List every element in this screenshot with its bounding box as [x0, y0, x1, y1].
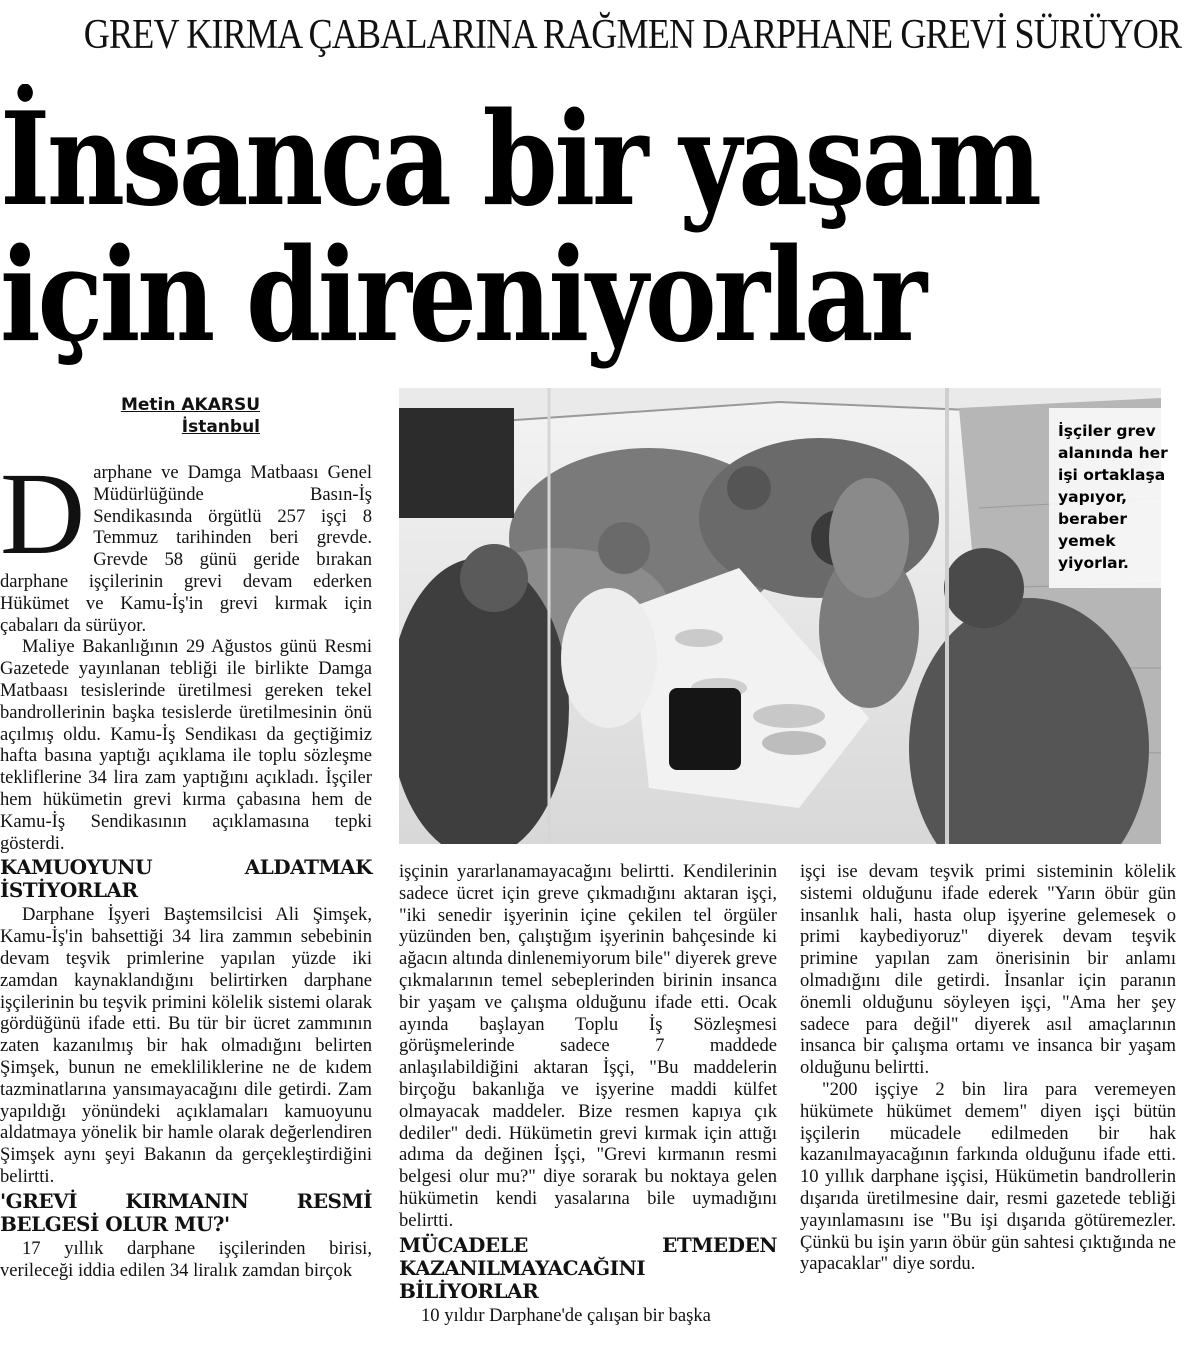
subheading-kamuoyu: KAMUOYUNU ALDATMAK İSTİYORLAR	[0, 855, 372, 903]
photo-caption: İşçiler grev alanında her işi ortaklaşa yapıyor, beraber yemek yiyorlar.	[1058, 422, 1168, 572]
paragraph: 10 yıldır Darphane'de çalışan bir başka	[421, 1304, 711, 1326]
article-kicker: GREV KIRMA ÇABALARINA RAĞMEN DARPHANE GREVİ SÜRÜYOR	[83, 12, 1182, 58]
paragraph: Maliye Bakanlığının 29 Ağustos günü Resmi Gazetede yayınlanan tebliği ile birlikte Damga Matbaası tesislerinde üretilmesi gereken tekel bandrollerinin başka tesislerde üretilmesinin önü açılmış oldu. Kamu-İş Sendikası da geçtiğimiz hafta basına yaptığı açıklama ile toplu sözleşme tekliflerine 34 lira zam yaptığını açıkladı. İşçiler hem hükümetin grevi kırma çabasına hem de Kamu-İş Sendikasının açıklamasına tepki gösterdi.	[0, 636, 372, 854]
subheading-grevi-kirmanin: 'GREVİ KIRMANIN RESMİ BELGESİ OLUR MU?'	[0, 1188, 372, 1236]
dateline-location: İstanbul	[181, 417, 260, 437]
headline-line-1: İnsanca bir yaşam	[0, 85, 1039, 235]
paragraph: "200 işçiye 2 bin lira para veremeyen hükümete hükümet demem" diyen işçi bütün işçilerin mücadele edilmeden bir hak kazanılmayacağının farkında olduğunu ifade etti. 10 yıllık darphane işçisi, Hükümetin bandrollerin dışarıda üretilmesine dair, resmi gazetede tebliği yayınlamasını ise "Bu işi dışarıda götüremezler. Çünkü bu işin yarın öbür gün sahtesi çıktığında ne yapacaklar" diye sordu.	[800, 1078, 1176, 1275]
strike-meal-photo	[399, 388, 1161, 844]
paragraph: işçinin yararlanamayacağını belirtti. Kendilerinin sadece ücret için greve çıkmadığını aktaran işçi, "iki senedir işyerinin içine çekilen tel örgüler yüzünden ben, çalıştığım işyerinin bahçesinde ki ağacın altında dinlenemiyorum bile" diyerek greve çıkmalarının temel sebeplerinden birinin insanca bir yaşam ve çalışma olduğunu ifade etti. Ocak ayında başlayan Toplu İş Sözleşmesi görüşmelerinde sadece 7 maddede anlaşılabildiğini aktaran İşçi, "Bu maddelerin birçoğu bakanlığa ve işyerine maddi külfet olmayacak maddeler. Bize resmen kapıya çık dediler" dedi. Hükümetin grevi kırmak için attığı adıma da değinen İşçi, "Grevi kırmanın resmi belgesi olur mu?" diye sorarak bu noktaya gelen hükümetin kendi yasalarına bile uymadığını belirtti.	[399, 861, 777, 1231]
lead-paragraph	[0, 448, 372, 636]
paragraph: işçi ise devam teşvik primi sisteminin kölelik sistemi olduğunu ifade ederek "Yarın öbür gün insanlık hali, hasta olup işyerine gelemesek o primi kaybediyoruz" diyerek devam teşvik primine yapılan zam önerisinin bir anlamı olmadığını dile getirdi. İnsanlar için paranın önemli olduğunu söyleyen işçi, "Ama her şey sadece para değil" diyerek asıl amaçlarının insanca bir çalışma ortamı ve insanca bir yaşam olduğunu belirtti.	[800, 861, 1176, 1079]
headline-line-2: için direniyorlar	[0, 221, 924, 371]
lead-paragraph-text: arphane ve Damga Matbaası Genel Müdürlüğünde Basın-İş Sendikasında örgütlü 257 işçi 8 Temmuz tarihinden beri grevde. Grevde 58 günü geride bırakan darphane işçilerinin grevi devam ederken Hükümet ve Kamu-İş'in grevi kırmak için çabaları da sürüyor.	[0, 462, 372, 636]
byline	[90, 394, 260, 438]
paragraph: 17 yıllık darphane işçilerinden birisi, verileceği iddia edilen 34 liralık zamdan birçok	[0, 1237, 372, 1281]
article-column-3	[800, 861, 1176, 1275]
subheading-mucadele: MÜCADELE ETMEDEN KAZANILMAYACAĞINI BİLİYORLAR	[399, 1232, 777, 1303]
author-name: Metin AKARSU	[120, 395, 260, 415]
paragraph: Darphane İşyeri Baştemsilcisi Ali Şimşek, Kamu-İş'in bahsettiği 34 lira zammın sebebinin devam teşvik primlerine yapılan yüzde iki zamdan kaynaklandığını belirtirken darphane işçilerinin bu teşvik primini kölelik sistemi olarak gördüğünü ifade etti. Bu tür bir ücret zammının zaten kazanılmış bir hak olmadığını belirten Şimşek, bunun ne emekliliklerine ne de kıdem tazminatlarına yansımayacağını dile getirdi. Zam yapıldığı yönündeki açıklamaları kamuoyunu aldatmaya yönelik bir hamle olarak değerlendiren Şimşek aynı şeyi Bakanın da gerçekleştirdiğini belirtti.	[0, 904, 372, 1187]
article-column-1	[0, 448, 372, 1281]
drop-cap: D	[0, 448, 86, 579]
article-column-2	[399, 861, 777, 1326]
article-photo	[399, 388, 1161, 844]
